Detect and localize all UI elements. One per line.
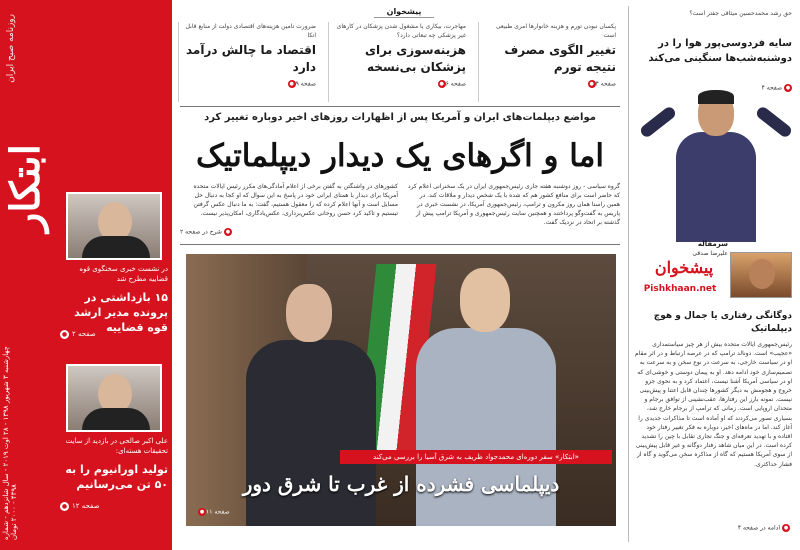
photo-caption: «ابتکار» سفر دوره‌ای محمدجواد ظریف به شرق آسیا را بررسی می‌کند <box>340 450 612 464</box>
page-dot-icon: ● <box>589 81 594 87</box>
left-column <box>52 0 172 550</box>
photo-page <box>196 508 230 516</box>
teaser-kicker: پکسان نبودن تورم و هزینه خانوارها امری طبیعی است <box>495 23 616 39</box>
teaser-headline: هزینه‌سوزی برای پزشکان بی‌نسخه <box>365 43 466 74</box>
teaser-headline: تغییر الگوی مصرف نتیجه تورم <box>504 43 616 74</box>
main-continued <box>180 228 300 236</box>
main-body-left: کشورهای در واشنگتن به گفتن برخی از اعلام آمادگی‌های مکرر رئیس ایالات متحده آمریکا برای دیدار با همتای ایرانی خود در پاسخ به این سوال که او کجا به دنبال حل مسایل است و آنها اعلام کرده که را معقول هستیم، گفت: به ما دنبال عکس گرفتن تیستیم و تاکید کرد حسن روحانی عکس‌برداری، عکس‌یادگاری، امکان‌پذیر نیست. <box>193 183 398 217</box>
page-dot-icon: ● <box>785 85 791 91</box>
editorial-headline[interactable]: دوگانگی رفتاری یا جمال و هوچ دیپلماتیک <box>653 311 792 334</box>
teaser-item[interactable] <box>328 22 472 102</box>
dateline: چهارشنبه ۳ شهریور ۱۳۹۸ - ۲۸ اوت ۲۰۱۹ - سال شانزدهم - شماره ۴۳۹۸ - ۲۰۰۰ تومان <box>2 346 18 540</box>
column-author: علیرضا صدقی <box>692 250 728 257</box>
story1-caption: در نشست خبری سخنگوی قوه قضاییه مطرح شد <box>79 265 168 283</box>
page-dot-icon: ● <box>289 81 294 87</box>
face-shape <box>749 259 775 289</box>
head-shape <box>460 268 510 332</box>
editorial-continued-label: ادامه در صفحه ۴ <box>737 524 780 532</box>
teaser-strip <box>172 6 628 102</box>
main-kicker: مواضع دیپلمات‌های ایران و آمریکا پس از اظهارات روزهای اخیر دوباره تغییر کرد <box>204 112 596 123</box>
suit-shape <box>82 408 150 430</box>
main-body-right: گروه سیاسی - روز دوشنبه هفته جاری رئیس‌جمهوری ایران در یک سخنرانی اعلام کرد که حاضر است برای منافع کشور هم که شده با یک شخص دیدار و ملاقات کند. در همین راستا همان روز مکرون و ترامپ، رئیس‌جمهوری آمریکا، در نشست خبری در پاریس به گفت‌وگو پرداختند و همچنین سایت رئیس‌جمهوری و آمریکا ترامپ پیش از گذشته بر اتحاد در نزدیک گفت. <box>407 183 620 226</box>
hair-shape <box>698 90 734 104</box>
right-page-label: صفحه ۴ <box>761 84 782 92</box>
newspaper-logo: ابتکار <box>2 144 49 232</box>
portrait-spokesman <box>66 192 162 260</box>
photo-headline[interactable]: دیپلماسی فشرده از غرب تا شرق دور <box>242 472 560 496</box>
page-dot-icon: ● <box>61 331 68 338</box>
story2-page-label: صفحه ۱۲ <box>72 502 100 510</box>
page-dot-icon: ● <box>199 509 205 515</box>
right-column <box>628 0 800 550</box>
main-continued-label: شرح در صفحه ۲ <box>180 228 222 236</box>
masthead <box>0 0 52 550</box>
teaser-item[interactable] <box>478 22 622 102</box>
teaser-page <box>485 80 616 88</box>
suit-shape <box>82 236 150 258</box>
portrait-salehi <box>66 364 162 432</box>
story1-page-label: صفحه ۲ <box>72 330 96 338</box>
divider <box>180 244 620 245</box>
cartoon-logo: پیشخوان <box>654 258 714 277</box>
editorial-continued <box>738 524 790 532</box>
photo-page-label: صفحه ۱۱ <box>206 508 230 516</box>
teaser-page-label: صفحه ۴ <box>595 80 616 88</box>
teaser-page <box>335 80 466 88</box>
page-dot-icon: ● <box>61 503 68 510</box>
column-label: سرمقاله <box>697 240 728 248</box>
story2-headline[interactable]: تولید اورانیوم را به ۵۰ تن می‌رسانیم <box>65 463 168 491</box>
teaser-page-label: صفحه ۹ <box>295 80 316 88</box>
teaser-headline: اقتصاد ما چالش درآمد دارد <box>186 43 316 74</box>
body-shape <box>676 132 756 242</box>
teaser-kicker: مهاجرت، بیکاری یا مشغول شدن پزشکان در کارهای غیر پزشکی چه تبعاتی دارد؟ <box>336 23 466 39</box>
story2-page <box>60 502 100 511</box>
teaser-item[interactable] <box>178 22 322 102</box>
page-dot-icon: ● <box>783 525 789 531</box>
divider <box>180 106 620 107</box>
story1-page <box>60 330 96 339</box>
cartoon-site[interactable]: Pishkhaan.net <box>643 284 717 294</box>
editorial-body: رئیس‌جمهوری ایالات متحده بیش از هر چیز سیاستمداری «عجیب» است. دونالد ترامپ که در عرصه ارتباط و در اثر مقام او در سیاست خارجی، به سرعت در نوع سخن و به سرعت به تصمیم‌سازی خود ادامه دهد. او به پیمان دوستی و خوشی‌ای که او در سیاسی آمریکا آشنا نیست، اعتماد کرد و به نحوی جزو خروج و هجومش به دیگر کشورها چندان قابل اعتنا و پیش‌بینی نیست. نمونه بارز این رفتارها، عقب‌نشینی از توافق برجام و متحدان اروپایی است. زمانی که ترامپ از برجام خارج شد، بسیاری تصور می‌کردند که او آماده است تا مذاکرات جدیدی را آغاز کند. اما در ماه‌های اخیر، دوباره به فکر تغییر رفتار خود افتاده و با تهدید تعرفه‌ای و جنگ تجاری تقابل با چین را تشدید کرده است. در این میان شاهد رفتار دوگانه و غیر قابل پیش‌بینی از سوی آمریکا هستیم که گاه از مذاکره سخن می‌گوید و گاه از فشار حداکثری. <box>635 341 792 468</box>
arm-shape <box>755 105 794 139</box>
teaser-page-label: صفحه ۶ <box>445 80 466 88</box>
cartoon-image <box>730 252 792 298</box>
right-page <box>762 84 792 92</box>
teaser-strip-label: پیشخوان <box>374 6 434 18</box>
body-shape <box>416 328 556 526</box>
main-headline[interactable]: اما و اگرهای یک دیدار دیپلماتیک <box>196 138 604 174</box>
right-headline[interactable]: سایه فردوسی‌پور هوا را در دوشنبه‌شب‌ها سنگینی می‌کند <box>648 38 792 64</box>
body-shape <box>246 340 376 526</box>
arm-shape <box>639 105 678 139</box>
teaser-page <box>185 80 316 88</box>
page-dot-icon: ● <box>439 81 444 87</box>
photo-presenter <box>636 92 796 242</box>
teaser-kicker: ضرورت تامین هزینه‌های اقتصادی دولت از منابع قابل اتکا <box>185 23 316 39</box>
newspaper-tagline: روزنامه صبح ایران <box>6 14 16 83</box>
story1-headline[interactable]: ۱۵ بازداشتی در پرونده مدیر ارشد قوه قضاییه <box>74 291 168 334</box>
story2-caption: علی اکبر صالحی در بازدید از سایت تحقیقات هسته‌ای: <box>65 437 168 455</box>
head-shape <box>286 284 332 342</box>
page-dot-icon: ● <box>225 229 231 235</box>
right-kicker: حق رشد محمدحسین میثاقی جفتر است؟ <box>689 10 792 17</box>
